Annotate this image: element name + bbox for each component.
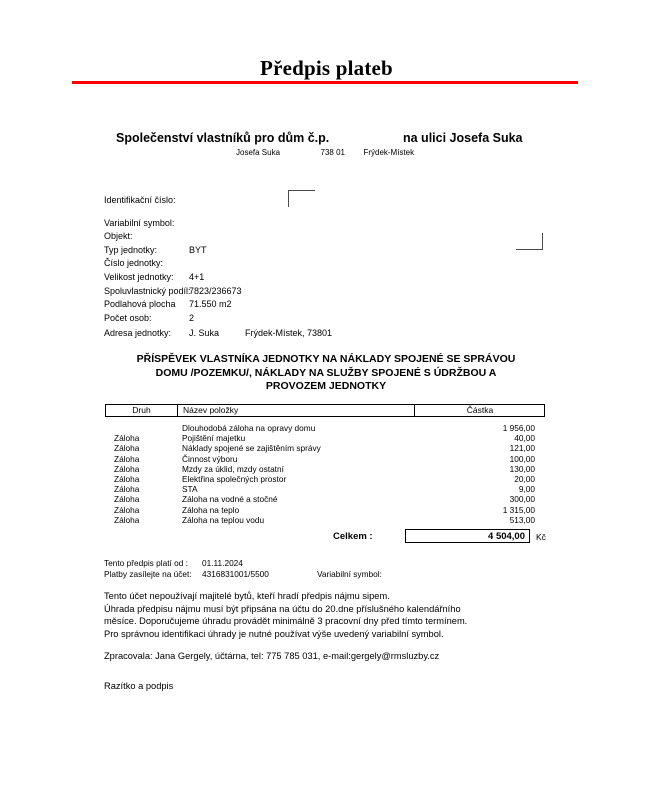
cell-nazev: Elektřina společných prostor: [182, 473, 287, 484]
total-amount-box: 4 504,00: [405, 529, 530, 543]
cell-nazev: Náklady spojené se zajištěním správy: [182, 443, 321, 454]
field-value: 71.550 m2: [189, 299, 232, 310]
table-row: [105, 423, 545, 433]
cell-druh: Záloha: [114, 494, 140, 505]
cell-castka: 40,00: [514, 433, 535, 444]
unit-address-street: J. Suka: [189, 328, 220, 338]
variable-symbol-label: Variabilní symbol:: [317, 568, 382, 579]
table-row: [105, 464, 545, 474]
note-line-1: Tento účet nepoužívají majitelé bytů, kteří hradí předpis nájmu sipem.: [104, 591, 390, 601]
cell-nazev: Mzdy za úklid, mzdy ostatní: [182, 463, 284, 474]
notes-paragraph: [104, 590, 554, 640]
company-name: Společenství vlastníků pro dům č.p.: [116, 131, 330, 145]
field-label: Velikost jednotky:: [104, 271, 174, 282]
field-label: Podlahová plocha: [104, 299, 176, 310]
field-value: 2: [189, 312, 195, 323]
unit-address-city: Frýdek-Místek, 73801: [245, 328, 333, 338]
items-table: [105, 404, 545, 525]
company-address-zip: 738 01: [320, 148, 345, 157]
company-street-label: na ulici Josefa Suka: [403, 131, 523, 145]
table-header-row: [105, 404, 545, 417]
valid-from-value: 01.11.2024: [202, 558, 243, 568]
table-row: [105, 443, 545, 453]
field-label: Identifikační číslo:: [104, 195, 176, 205]
table-row: [105, 505, 545, 515]
cell-nazev: Činnost výboru: [182, 453, 238, 464]
column-header-castka: Částka: [466, 405, 494, 415]
field-label: Počet osob:: [104, 312, 152, 323]
table-row: [105, 515, 545, 525]
field-label: Objekt:: [104, 231, 133, 242]
cell-druh: Záloha: [114, 433, 140, 444]
column-header-druh: Druh: [106, 405, 178, 416]
note-line-3: měsíce. Doporučujeme úhradu provádět minimálně 3 pracovní dny před tímto termínem.: [104, 616, 468, 627]
section-heading: [96, 353, 556, 394]
cell-nazev: STA: [182, 484, 198, 495]
field-label: Spoluvlastnický podíl:: [104, 285, 191, 296]
cell-nazev: Záloha na vodné a stočné: [182, 494, 278, 505]
cell-druh: Záloha: [114, 463, 140, 474]
cell-castka: 130,00: [509, 463, 535, 474]
valid-from-label: Tento předpis platí od :: [104, 558, 188, 568]
cell-castka: 1 315,00: [502, 504, 535, 515]
address-window-corner-top-left: [288, 190, 315, 207]
cell-druh: Záloha: [114, 504, 140, 515]
cell-nazev: Pojištění majetku: [182, 433, 246, 444]
company-address-street: Josefa Suka: [236, 148, 281, 157]
cell-nazev: Dlouhodobá záloha na opravy domu: [182, 423, 316, 433]
note-line-4: Pro správnou identifikaci úhrady je nutné používat výše uvedený variabilní symbol.: [104, 628, 444, 639]
account-value: 4316831001/5500: [202, 568, 269, 579]
cell-castka: 300,00: [509, 494, 535, 505]
cell-castka: 121,00: [509, 443, 535, 454]
cell-druh: Záloha: [114, 514, 140, 525]
cell-castka: 513,00: [509, 514, 535, 525]
address-window-corner-bottom-right: [516, 233, 543, 250]
field-value: BYT: [189, 244, 207, 255]
cell-castka: 9,00: [518, 484, 535, 495]
section-heading-line-1: PŘÍSPĚVEK VLASTNÍKA JEDNOTKY NA NÁKLADY SPOJENÉ SE SPRÁVOU: [136, 353, 516, 365]
cell-nazev: Záloha na teplo: [182, 504, 240, 515]
table-row: [105, 454, 545, 464]
cell-castka: 100,00: [509, 453, 535, 464]
total-currency: Kč: [536, 532, 546, 542]
cell-castka: 1 956,00: [502, 423, 535, 433]
company-address-city: Frýdek-Místek: [363, 148, 415, 157]
field-label: Typ jednotky:: [104, 244, 158, 255]
field-value: 7823/236673: [189, 285, 242, 296]
table-row: [105, 433, 545, 443]
cell-castka: 20,00: [514, 473, 535, 484]
page-title: Předpis plateb: [260, 56, 393, 80]
stamp-and-signature-label: Razítko a podpis: [104, 681, 174, 691]
company-address: [236, 148, 414, 157]
table-body: [105, 423, 545, 525]
column-header-nazev-polozky: Název položky: [179, 405, 415, 416]
cell-druh: Záloha: [114, 453, 140, 464]
note-line-2: Úhrada předpisu nájmu musí být připsána na účtu do 20.dne příslušného kalendářního: [104, 603, 461, 614]
table-row: [105, 474, 545, 484]
section-heading-line-2: DOMU /POZEMKU/, NÁKLADY NA SLUŽBY SPOJENÉ S ÚDRŽBOU A: [155, 366, 497, 379]
unit-address-label: Adresa jednotky:: [104, 328, 172, 338]
company-header: [116, 131, 586, 145]
cell-druh: Záloha: [114, 484, 140, 495]
field-value: 4+1: [189, 271, 205, 282]
account-label: Platby zasílejte na účet:: [104, 568, 192, 579]
table-row: [105, 484, 545, 494]
section-heading-line-3: PROVOZEM JEDNOTKY: [265, 380, 387, 392]
cell-nazev: Záloha na teplou vodu: [182, 514, 265, 525]
processed-by-line: Zpracovala: Jana Gergely, účtárna, tel: 775 785 031, e-mail:gergely@rmsluzby.cz: [104, 651, 440, 661]
cell-druh: Záloha: [114, 443, 140, 454]
title-divider: [72, 81, 578, 84]
table-row: [105, 494, 545, 504]
field-label: Variabilní symbol:: [104, 217, 175, 228]
field-label: Číslo jednotky:: [104, 258, 164, 269]
cell-druh: Záloha: [114, 473, 140, 484]
total-label: Celkem :: [333, 531, 373, 542]
